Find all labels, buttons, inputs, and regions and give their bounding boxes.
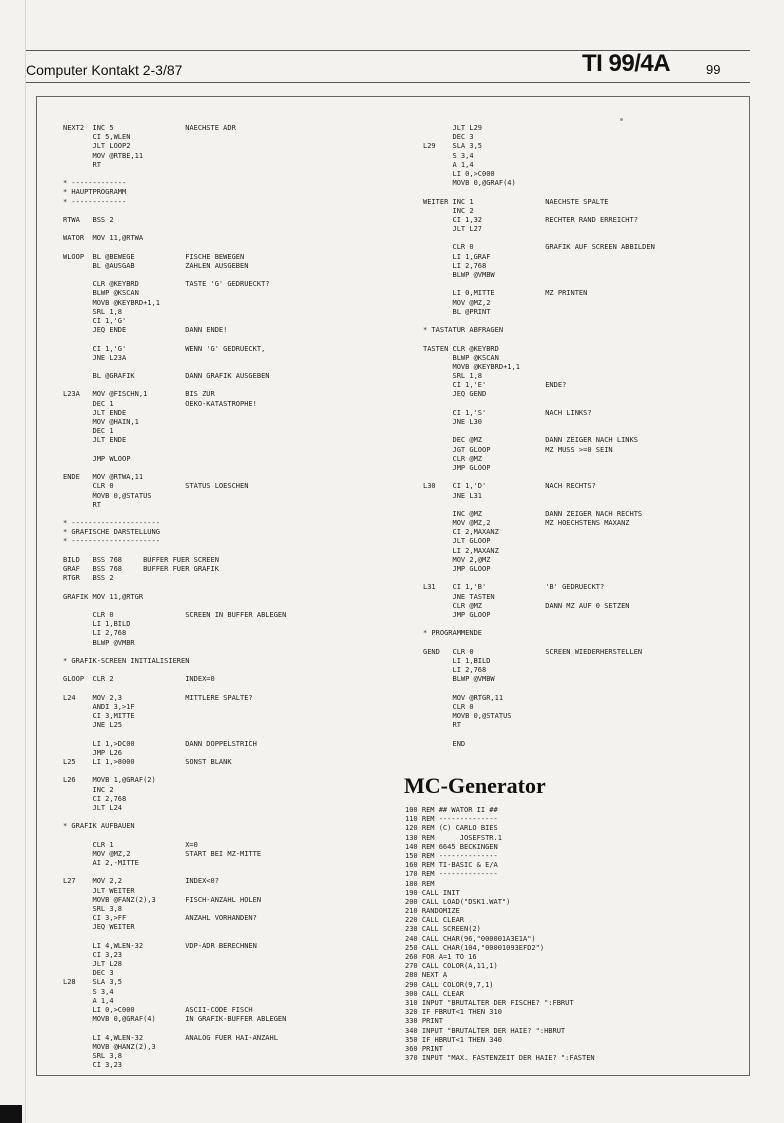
code-line: LI 0,>C000 [423, 169, 495, 178]
code-line [63, 666, 286, 675]
code-line: 250 CALL CHAR(104,"00001093EFD2") [405, 943, 545, 952]
code-line: JMP WLOOP [63, 454, 131, 463]
code-line: L23A MOV @FISCHN,1 BIS ZUR [63, 390, 215, 399]
code-line: S 3,4 [63, 987, 114, 996]
section-title: TI 99/4A [582, 50, 671, 77]
code-line: BLWP @KSCAN [63, 289, 139, 298]
code-line: INC @MZ DANN ZEIGER NACH RECHTS [423, 509, 643, 518]
code-line: MOVB 0,@GRAF(4) [423, 179, 516, 188]
code-line [63, 446, 286, 455]
code-line [423, 730, 655, 739]
code-line: JMP L26 [63, 748, 123, 757]
code-line: LI 1,>DC00 DANN DOPPELSTRICH [63, 739, 257, 748]
code-line: JEQ ENDE DANN ENDE! [63, 326, 228, 335]
code-line: CI 1,'S' NACH LINKS? [423, 408, 592, 417]
code-line: BLWP @KSCAN [423, 353, 499, 362]
code-line: JLT L27 [423, 225, 483, 234]
code-line: RTWA BSS 2 [63, 215, 114, 224]
code-line: MOV 2,@MZ [423, 555, 491, 564]
code-line: 280 NEXT A [405, 971, 448, 980]
code-line: MOV @MZ,2 START BEI MZ-MITTE [63, 849, 262, 858]
code-line: 230 CALL SCREEN(2) [405, 925, 481, 934]
code-line: DEC @MZ DANN ZEIGER NACH LINKS [423, 436, 638, 445]
code-line [63, 225, 286, 234]
code-line: DEC 1 [63, 427, 114, 436]
code-line: L31 CI 1,'B' 'B' GEDRUECKT? [423, 583, 605, 592]
code-line [63, 583, 286, 592]
code-line: CI 3,23 [63, 950, 123, 959]
code-line: BL @GRAFIK DANN GRAFIK AUSGEBEN [63, 372, 270, 381]
code-line: JNE L23A [63, 353, 127, 362]
code-line: * PROGRAMMENDE [423, 629, 483, 638]
code-line: L30 CI 1,'D' NACH RECHTS? [423, 482, 596, 491]
scan-corner-mark [0, 1105, 22, 1123]
code-line: CLR 0 SCREEN IN BUFFER ABLEGEN [63, 610, 287, 619]
code-line: MOVB 0,@STATUS [423, 712, 512, 720]
code-line: * HAUPTPROGRAMM [63, 188, 127, 197]
mc-generator-title: MC-Generator [404, 773, 546, 798]
code-line: MOV @MZ,2 [423, 298, 491, 307]
code-line: RT [63, 500, 101, 509]
code-line [63, 170, 286, 179]
assembly-listing-left [63, 124, 286, 1070]
code-line: MOVB @HANZ(2),3 [63, 1042, 156, 1051]
page-number: 99 [706, 62, 721, 77]
code-line: * --------------------- [63, 537, 160, 546]
code-line: GEND CLR 0 SCREEN WIEDERHERSTELLEN [423, 647, 643, 656]
code-line [63, 767, 286, 776]
code-line: JNE L25 [63, 721, 123, 730]
code-line: JMP GLOOP [423, 610, 491, 619]
code-line: SRL 1,8 [63, 307, 123, 316]
code-line: 290 CALL COLOR(9,7,1) [405, 980, 494, 989]
code-line: JNE TASTEN [423, 592, 495, 601]
code-line: BILD BSS 768 BUFFER FUER SCREEN [63, 555, 219, 564]
code-line [423, 473, 655, 482]
code-line: BLWP @VMBW [423, 675, 495, 684]
code-line: 170 REM -------------- [405, 870, 498, 879]
code-line: 340 INPUT "BRUTALTER DER HAIE? ":HBRUT [405, 1026, 566, 1035]
code-line: S 3,4 [423, 151, 474, 160]
code-line: 260 FOR A=1 TO 16 [405, 953, 477, 961]
code-line: JMP GLOOP [423, 463, 491, 472]
code-line: LI 2,768 [423, 261, 487, 270]
code-line: CI 2,768 [63, 794, 127, 803]
code-line: CI 2,MAXANZ [423, 528, 499, 537]
code-line: AI 2,-MITTE [63, 859, 139, 867]
code-line: LI 4,WLEN-32 VDP-ADR BERECHNEN [63, 941, 257, 950]
code-line: GLOOP CLR 2 INDEX=0 [63, 675, 215, 684]
code-line: ANDI 3,>1F [63, 702, 135, 711]
code-line: CI 3,>FF ANZAHL VORHANDEN? [63, 914, 257, 923]
code-line: JNE L30 [423, 418, 483, 426]
code-line: JLT ENDE [63, 408, 127, 417]
code-line: L28 SLA 3,5 [63, 978, 123, 987]
code-line: BL @AUSGAB ZAHLEN AUSGEBEN [63, 261, 249, 270]
header-rule [26, 82, 750, 83]
code-line: JLT L28 [63, 960, 123, 969]
code-line: JLT L29 [423, 124, 483, 132]
code-line: DEC 1 OEKO-KATASTROPHE! [63, 399, 257, 408]
code-line: JMP GLOOP [423, 565, 491, 573]
code-line: MOVB @KEYBRD+1,1 [423, 362, 520, 371]
code-line [63, 547, 286, 556]
code-line: 140 REM 6645 BECKINGEN [405, 842, 498, 851]
code-line: MOVB 0,@STATUS [63, 491, 152, 500]
code-line: CI 1,32 RECHTER RAND ERREICHT? [423, 215, 638, 224]
code-line: 330 PRINT [405, 1017, 443, 1026]
code-line: RT [423, 721, 461, 730]
code-line: CLR 0 GRAFIK AUF SCREEN ABBILDEN [423, 243, 655, 252]
assembly-listing-right [423, 124, 655, 749]
code-line: CI 1,'G' [63, 316, 127, 325]
code-line: LI 2,768 [423, 666, 487, 675]
code-line: BLWP @VMBW [423, 271, 495, 279]
code-line: JGT GLOOP MZ MUSS >=0 SEIN [423, 445, 613, 454]
code-line: * GRAFIK AUFBAUEN [63, 822, 135, 831]
code-line: CI 1,'E' ENDE? [423, 381, 567, 390]
code-line: LI 4,WLEN-32 ANALOG FUER HAI-ANZAHL [63, 1033, 278, 1042]
code-line [63, 813, 286, 822]
code-line: CI 3,MITTE [63, 712, 135, 720]
code-line: JLT GLOOP [423, 537, 491, 546]
code-line: MOV @RTBE,11 [63, 151, 144, 160]
code-line: A 1,4 [423, 160, 474, 169]
magazine-title: Computer Kontakt 2-3/87 [26, 62, 183, 78]
code-line: L25 LI 1,>8000 SONST BLANK [63, 757, 232, 766]
code-line: END [423, 739, 466, 748]
code-line: SRL 3,8 [63, 1051, 123, 1060]
code-line: A 1,4 [63, 996, 114, 1005]
code-line [423, 574, 655, 583]
code-line [63, 684, 286, 693]
code-line [63, 464, 286, 473]
code-line: 200 CALL LOAD("DSK1.WAT") [405, 897, 511, 906]
code-line: RTGR BSS 2 [63, 574, 114, 583]
code-line: CLR 1 X=0 [63, 840, 198, 849]
code-line: 120 REM (C) CARLO BIES [405, 824, 498, 833]
code-line: CI 1,'G' WENN 'G' GEDRUECKT, [63, 344, 266, 353]
basic-listing [405, 806, 595, 1063]
code-line: * TASTATUR ABFRAGEN [423, 326, 504, 335]
code-line [423, 639, 655, 648]
code-line: L24 MOV 2,3 MITTLERE SPALTE? [63, 693, 253, 702]
code-line [63, 602, 286, 611]
code-line: JLT WEITER [63, 886, 135, 895]
code-line: * ------------- [63, 179, 127, 188]
code-line: 240 CALL CHAR(96,"000001A3E1A") [405, 934, 536, 943]
code-line [63, 648, 286, 657]
code-line: LI 2,MAXANZ [423, 546, 499, 555]
code-line: L29 SLA 3,5 [423, 142, 483, 151]
code-line: 190 CALL INIT [405, 888, 460, 897]
code-line [63, 1024, 286, 1033]
code-line: LI 0,MITTE MZ PRINTEN [423, 289, 588, 298]
code-line [423, 620, 655, 629]
code-line: 350 IF HBRUT<1 THEN 340 [405, 1035, 502, 1044]
code-line: 210 RANDOMIZE [405, 907, 460, 916]
code-line: JNE L31 [423, 491, 483, 500]
code-line: GRAFIK MOV 11,@RTGR [63, 592, 144, 601]
code-line [63, 381, 286, 390]
code-line: 160 REM TI-BASIC & E/A [405, 861, 498, 870]
code-line: 360 PRINT [405, 1044, 443, 1053]
code-line: ENDE MOV @RTWA,11 [63, 473, 144, 482]
code-line: DEC 3 [423, 133, 474, 142]
code-line: MOVB 0,@GRAF(4) IN GRAFIK-BUFFER ABLEGEN [63, 1015, 287, 1024]
code-line: WATOR MOV 11,@RTWA [63, 234, 144, 243]
code-line: BL @PRINT [423, 307, 491, 316]
code-line: * GRAFISCHE DARSTELLUNG [63, 528, 160, 537]
code-line [423, 335, 655, 344]
code-line: GRAF BSS 768 BUFFER FUER GRAFIK [63, 565, 219, 573]
code-line: * --------------------- [63, 519, 160, 528]
code-line: RT [63, 160, 101, 169]
code-line: LI 1,BILD [423, 656, 491, 665]
code-line: 310 INPUT "BRUTALTER DER FISCHE? ":FBRUT [405, 998, 574, 1007]
code-line [63, 831, 286, 840]
code-line: 180 REM [405, 879, 435, 888]
code-line: 270 CALL COLOR(A,11,1) [405, 962, 498, 971]
code-line: L26 MOVB 1,@GRAF(2) [63, 776, 156, 785]
code-line [423, 400, 655, 409]
code-line: 220 CALL CLEAR [405, 916, 465, 925]
code-line: LI 1,BILD [63, 620, 131, 629]
code-line [423, 684, 655, 693]
code-line [63, 207, 286, 216]
code-line: JLT L24 [63, 803, 123, 812]
code-line [63, 730, 286, 739]
code-line: CLR 0 [423, 702, 474, 711]
code-line: * ------------- [63, 197, 127, 206]
code-line [63, 271, 286, 280]
code-line: SRL 1,8 [423, 372, 483, 381]
code-line: SRL 3,8 [63, 904, 123, 913]
page-margin-line [25, 0, 26, 1123]
code-line [423, 188, 655, 197]
code-line: * GRAFIK-SCREEN INITIALISIEREN [63, 656, 190, 665]
code-line: LI 2,768 [63, 629, 127, 638]
code-line [63, 510, 286, 519]
code-line: INC 2 [63, 785, 114, 794]
code-line: 100 REM ## WATOR II ## [405, 806, 498, 814]
code-line: 150 REM -------------- [405, 851, 498, 860]
code-line: DEC 3 [63, 969, 114, 978]
code-line: 110 REM -------------- [405, 815, 498, 824]
print-speck [620, 118, 623, 121]
code-line: CLR @KEYBRD TASTE 'G' GEDRUECKT? [63, 280, 270, 289]
code-line [423, 317, 655, 326]
code-line: MOV @MZ,2 MZ HOECHSTENS MAXANZ [423, 519, 630, 528]
code-line: JEQ GEND [423, 390, 487, 399]
code-line: LI 0,>C000 ASCII-CODE FISCH [63, 1006, 253, 1014]
code-line: NEXT2 INC 5 NAECHSTE ADR [63, 124, 236, 132]
code-line [423, 280, 655, 289]
code-line: TASTEN CLR @KEYBRD [423, 344, 499, 353]
code-line: INC 2 [423, 206, 474, 215]
code-line: CLR @MZ [423, 454, 483, 463]
code-line: 370 INPUT "MAX. FASTENZEIT DER HAIE? ":FASTEN [405, 1054, 595, 1063]
code-line [63, 243, 286, 252]
code-line: WLOOP BL @BEWEGE FISCHE BEWEGEN [63, 252, 245, 261]
code-line: CLR @MZ DANN MZ AUF 0 SETZEN [423, 601, 630, 610]
code-line: 130 REM JOSEFSTR.1 [405, 833, 502, 842]
code-line [423, 427, 655, 436]
code-line [63, 933, 286, 942]
code-line: 300 CALL CLEAR [405, 989, 465, 998]
code-line [63, 868, 286, 877]
code-line: CI 3,23 [63, 1061, 123, 1070]
code-line [63, 363, 286, 372]
code-line [423, 501, 655, 510]
code-line: 320 IF FBRUT<1 THEN 310 [405, 1008, 502, 1017]
code-line: MOV @RTGR,11 [423, 693, 504, 702]
code-line [423, 234, 655, 243]
code-line: CLR 0 STATUS LOESCHEN [63, 482, 249, 491]
code-line [63, 335, 286, 344]
code-line: CI 5,WLEN [63, 133, 131, 142]
code-line: WEITER INC 1 NAECHSTE SPALTE [423, 197, 609, 206]
code-line: LI 1,GRAF [423, 252, 491, 261]
code-line: MOVB @FANZ(2),3 FISCH-ANZAHL HOLEN [63, 895, 262, 904]
code-line: MOV @HAIN,1 [63, 418, 139, 426]
code-line: L27 MOV 2,2 INDEX<0? [63, 877, 219, 886]
code-line: JLT LOOP2 [63, 142, 131, 151]
code-line: JEQ WEITER [63, 923, 135, 932]
code-line: MOVB @KEYBRD+1,1 [63, 298, 160, 307]
code-line: BLWP @VMBR [63, 638, 135, 647]
code-line: JLT ENDE [63, 436, 127, 445]
